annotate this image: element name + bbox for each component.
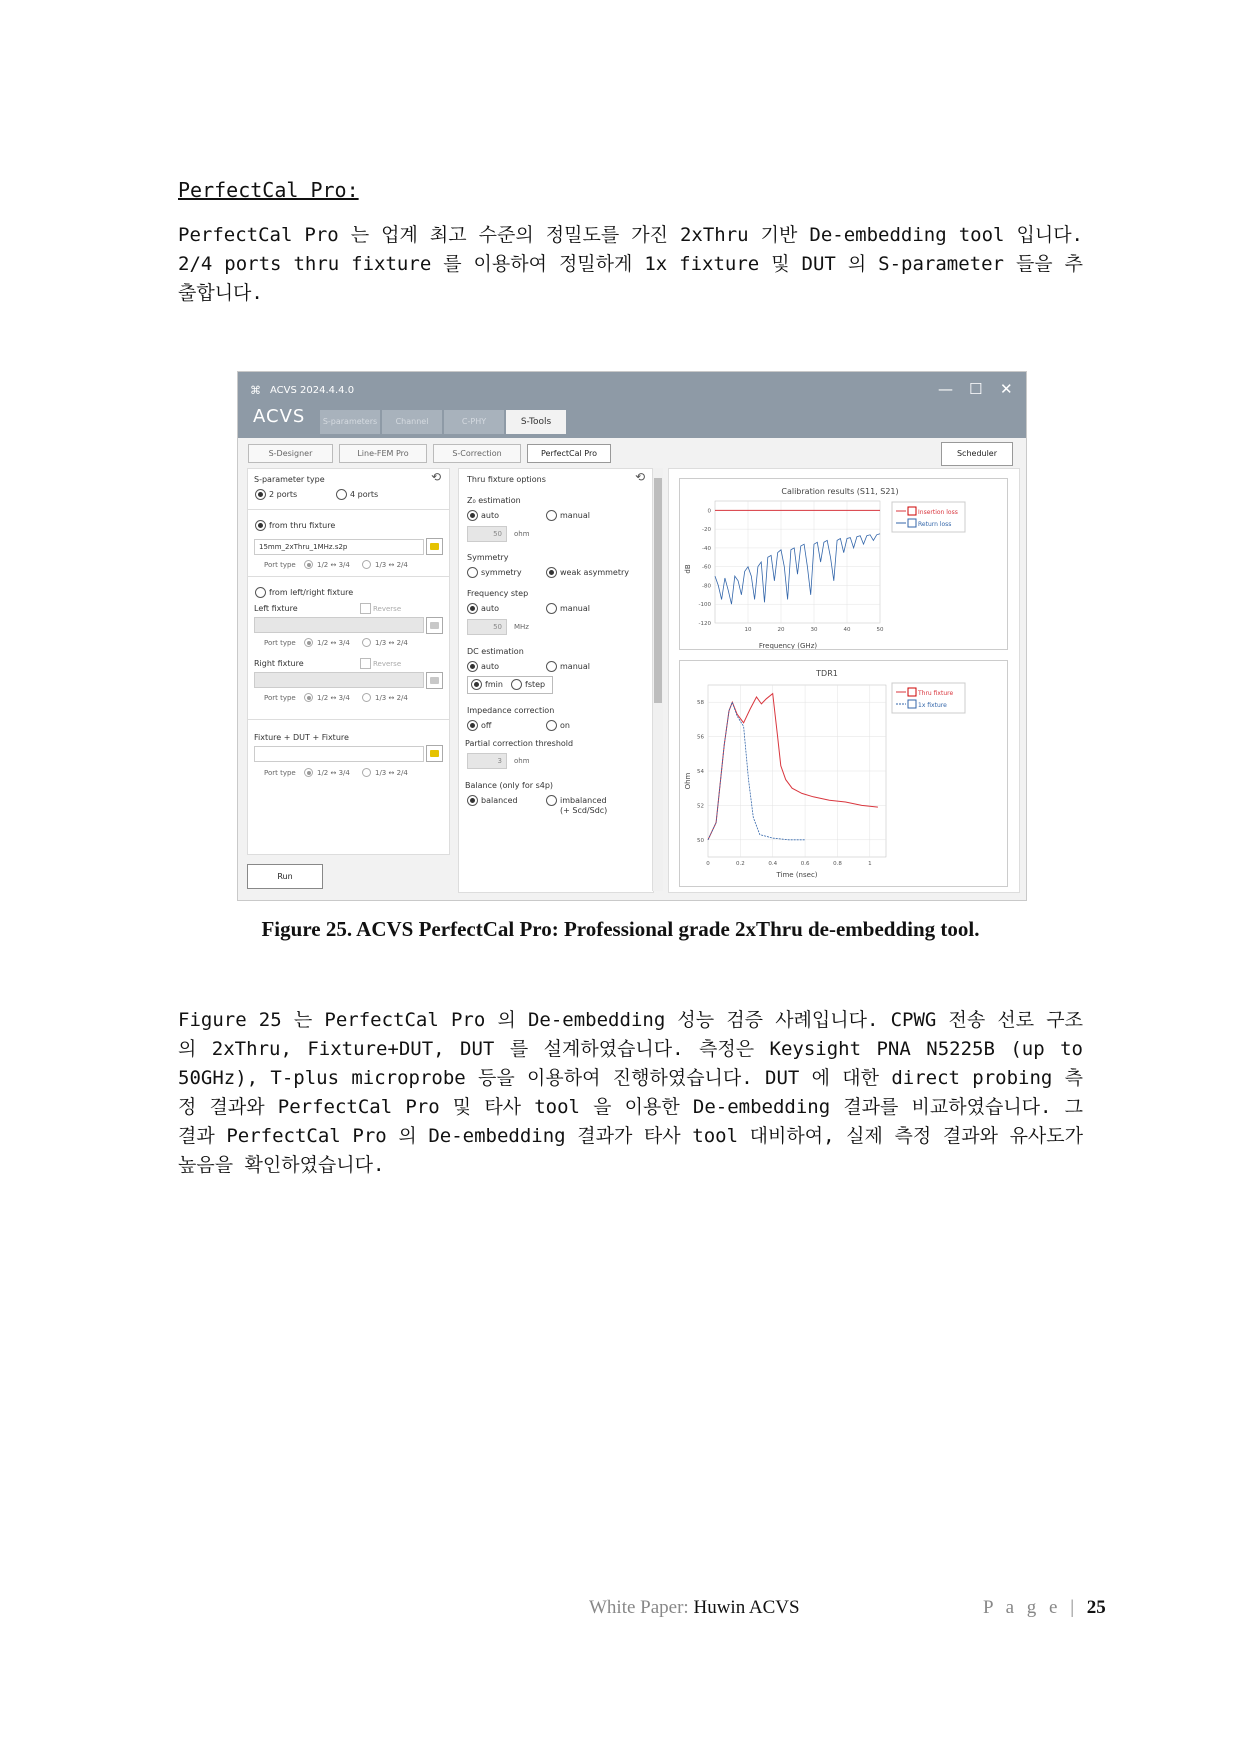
footer-title: Huwin ACVS [693, 1597, 800, 1618]
imbalanced-sub-label: (+ Scd/Sdc) [560, 806, 608, 815]
c1-ytick-1: -20 [702, 527, 711, 534]
radio-2-ports[interactable] [255, 489, 266, 500]
acvs-app-window [237, 371, 1027, 901]
dc-estimation-label: DC estimation [467, 647, 524, 656]
footer-label: White Paper: [589, 1597, 689, 1618]
left-fixture-label: Left fixture [254, 604, 298, 613]
close-icon[interactable]: ✕ [1000, 380, 1013, 398]
figure-caption: Figure 25. ACVS PerfectCal Pro: Professional grade 2xThru de-embedding tool. [261, 917, 980, 941]
s-parameter-type-panel [247, 468, 450, 855]
freq-auto-radio[interactable] [467, 603, 478, 614]
weak-asymmetry-radio[interactable] [546, 567, 557, 578]
freq-manual-label: manual [560, 604, 590, 613]
c2-ytick-2: 54 [697, 769, 704, 775]
legend-insertion-label: Insertion loss [918, 509, 958, 516]
run-button[interactable]: Run [247, 864, 323, 889]
left-fixture-folder-icon[interactable] [426, 617, 443, 634]
left-port-opt1-label: 1/2 ↔ 3/4 [317, 639, 350, 647]
minimize-icon[interactable]: — [938, 380, 953, 398]
c1-ytick-3: -60 [702, 564, 711, 571]
radio-4-ports[interactable] [336, 489, 347, 500]
impedance-correction-label: Impedance correction [467, 706, 555, 715]
z0-unit: ohm [514, 530, 530, 538]
port-type-opt1-radio[interactable] [304, 560, 313, 569]
fixture-dut-label: Fixture + DUT + Fixture [254, 733, 349, 742]
options-scrollbar[interactable] [652, 468, 663, 891]
verification-paragraph: Figure 25 는 PerfectCal Pro 의 De-embedding 성능 검증 사례입니다. CPWG 전송 선로 구조의 2xThru, Fixture+DUT, DUT 를 설계하였습니다. 측정은 Keysight PNA N5225B (up to 50GHz), T-plus microprobe 등을 이용하여 진행하였습니다. DUT 에 대한 direct probing 측정 결과와 PerfectCal Pro 및 타사 tool 을 이용한 De-embedding 결과를 비교하였습니다. 그 결과 PerfectCal Pro 의 De-embedding 결과가 타사 tool 대비하여, 실제 측정 결과와 유사도가 높음을 확인하였습니다. [178, 1009, 1083, 1176]
legend-return-label: Return loss [918, 521, 952, 528]
legend-thru-label: Thru fixture [918, 690, 954, 697]
right-fixture-folder-icon[interactable] [426, 672, 443, 689]
c1-ytick-6: -120 [698, 621, 711, 627]
balance-label: Balance (only for s4p) [465, 781, 554, 790]
reset-icon[interactable]: ⟲ [431, 470, 442, 484]
tab-c-phy[interactable]: C-PHY [444, 410, 504, 434]
legend-return-checkbox[interactable] [908, 519, 916, 527]
fstep-radio[interactable] [511, 679, 522, 690]
fdut-port-opt2-label: 1/3 ↔ 2/4 [375, 769, 408, 777]
c1-ytick-5: -100 [698, 602, 711, 609]
z0-estimation-label: Z₀ estimation [467, 496, 521, 505]
c2-xtick-2: 0.4 [768, 861, 778, 867]
c1-ytick-4: -80 [702, 583, 711, 590]
legend-thru-checkbox[interactable] [908, 688, 916, 696]
imbalanced-label: imbalanced [560, 796, 607, 805]
c2-ytick-1: 52 [697, 803, 704, 810]
c1-ytick-0: 0 [707, 508, 711, 515]
c2-ytick-4: 58 [697, 700, 704, 707]
right-reverse-label: Reverse [373, 660, 402, 668]
frequency-step-label: Frequency step [467, 589, 529, 598]
left-fixture-input[interactable] [254, 617, 424, 633]
c1-xtick-4: 50 [876, 627, 884, 633]
c1-xtick-2: 30 [810, 627, 818, 633]
balanced-radio[interactable] [467, 795, 478, 806]
port-type-opt2-radio[interactable] [362, 560, 371, 569]
thru-fixture-options-panel [458, 468, 654, 893]
left-reverse-checkbox[interactable] [360, 603, 371, 614]
freq-manual-radio[interactable] [546, 603, 557, 614]
c1-xtick-3: 40 [843, 627, 851, 633]
partial-threshold-label: Partial correction threshold [465, 739, 574, 748]
section-heading: PerfectCal Pro: [178, 178, 359, 202]
c2-ytick-0: 50 [697, 837, 704, 844]
s-parameter-type-label: S-parameter type [254, 475, 325, 484]
imp-off-radio[interactable] [467, 720, 478, 731]
symmetry-label: Symmetry [467, 553, 509, 562]
intro-paragraph: PerfectCal Pro 는 업계 최고 수준의 정밀도를 가진 2xThru 기반 De-embedding tool 입니다. 2/4 ports thru fixture 를 이용하여 정밀하게 1x fixture 및 DUT 의 S-parameter 들을 추출합니다. [178, 224, 1083, 304]
fdut-port-type-label: Port type [264, 769, 296, 777]
fixture-dut-input[interactable] [254, 746, 424, 762]
radio-from-thru[interactable] [255, 520, 266, 531]
imp-off-label: off [481, 721, 492, 730]
freq-step-unit: MHz [514, 623, 529, 631]
chart1-ylabel: dB [684, 564, 692, 574]
scheduler-button[interactable]: Scheduler [941, 442, 1013, 466]
weak-asymmetry-label: weak asymmetry [560, 568, 630, 577]
imp-on-label: on [560, 721, 570, 730]
right-port-opt1-radio[interactable] [304, 693, 313, 702]
right-port-opt2-label: 1/3 ↔ 2/4 [375, 694, 408, 702]
dc-auto-label: auto [481, 662, 500, 671]
subtab-s-designer[interactable]: S-Designer [248, 444, 333, 463]
c1-ytick-2: -40 [702, 545, 711, 552]
subtab-line-fem-pro[interactable]: Line-FEM Pro [339, 444, 427, 463]
right-port-type-label: Port type [264, 694, 296, 702]
z0-manual-radio[interactable] [546, 510, 557, 521]
app-logo-icon: ⌘ [250, 384, 261, 397]
fdut-port-opt2-radio[interactable] [362, 768, 371, 777]
footer-doc-title [589, 1597, 800, 1619]
reset-options-icon[interactable]: ⟲ [635, 470, 646, 484]
right-fixture-label: Right fixture [254, 659, 304, 668]
c1-xtick-0: 10 [744, 627, 752, 633]
fstep-label: fstep [525, 680, 546, 689]
c2-xtick-3: 0.6 [800, 861, 810, 867]
maximize-icon[interactable]: ☐ [969, 380, 983, 398]
chart2-ylabel: Ohm [684, 772, 692, 790]
c1-plot-area [715, 501, 880, 623]
dc-manual-radio[interactable] [546, 661, 557, 672]
left-port-type-label: Port type [264, 639, 296, 647]
c2-xtick-4: 0.8 [833, 861, 842, 867]
right-fixture-input[interactable] [254, 672, 424, 688]
radio-4-ports-label: 4 ports [350, 490, 379, 499]
right-reverse-checkbox[interactable] [360, 658, 371, 669]
legend-insertion-checkbox[interactable] [908, 507, 916, 515]
partial-threshold-input[interactable]: 3 [467, 753, 507, 769]
tab-s-parameters[interactable]: S-parameters [320, 410, 380, 434]
calibration-chart-panel [679, 478, 1008, 650]
symmetry-radio[interactable] [467, 567, 478, 578]
port-type-opt1-label: 1/2 ↔ 3/4 [317, 561, 350, 569]
legend-1x-label: 1x fixture [918, 702, 947, 709]
window-title: ACVS 2024.4.4.0 [270, 385, 355, 396]
calibration-chart [680, 479, 1007, 649]
z0-manual-label: manual [560, 511, 590, 520]
page-number: 25 [1086, 1597, 1106, 1618]
thru-file-input[interactable]: 15mm_2xThru_1MHz.s2p [254, 539, 424, 555]
chart2-xlabel: Time (nsec) [776, 871, 818, 879]
imbalanced-radio[interactable] [546, 795, 557, 806]
from-thru-label: from thru fixture [269, 521, 336, 530]
c2-ytick-3: 56 [697, 734, 704, 741]
from-left-right-label: from left/right fixture [269, 588, 354, 597]
c2-xtick-0: 0 [706, 861, 710, 867]
fmin-label: fmin [485, 680, 503, 689]
subtab-perfectcal-pro[interactable]: PerfectCal Pro [527, 444, 611, 463]
chart2-title: TDR1 [816, 669, 838, 678]
imp-on-radio[interactable] [546, 720, 557, 731]
brand-logo: ACVS [253, 406, 306, 427]
fixture-dut-folder-icon[interactable] [426, 745, 443, 762]
tab-s-tools[interactable]: S-Tools [506, 410, 566, 434]
footer-page [983, 1597, 1106, 1619]
freq-auto-label: auto [481, 604, 500, 613]
symmetry-option-label: symmetry [481, 568, 522, 577]
port-type-opt2-label: 1/3 ↔ 2/4 [375, 561, 408, 569]
thru-options-title: Thru fixture options [467, 475, 546, 484]
port-type-label: Port type [264, 561, 296, 569]
options-scroll-thumb[interactable] [654, 478, 662, 703]
legend-1x-checkbox[interactable] [908, 700, 916, 708]
footer-page-label: P a g e | [983, 1597, 1079, 1618]
right-port-opt1-label: 1/2 ↔ 3/4 [317, 694, 350, 702]
radio-2-ports-label: 2 ports [269, 490, 298, 499]
z0-auto-radio[interactable] [467, 510, 478, 521]
left-port-opt2-radio[interactable] [362, 638, 371, 647]
balanced-label: balanced [481, 796, 518, 805]
tdr-chart [680, 661, 1007, 886]
chart1-title: Calibration results (S11, S21) [781, 487, 899, 496]
tab-channel[interactable]: Channel [382, 410, 442, 434]
left-port-opt2-label: 1/3 ↔ 2/4 [375, 639, 408, 647]
left-port-opt1-radio[interactable] [304, 638, 313, 647]
c1-xtick-1: 20 [777, 627, 785, 633]
subtab-s-correction[interactable]: S-Correction [433, 444, 521, 463]
z0-value-input[interactable]: 50 [467, 526, 507, 542]
thru-file-folder-icon[interactable] [426, 538, 443, 555]
partial-threshold-unit: ohm [514, 757, 530, 765]
c2-xtick-5: 1 [868, 861, 872, 867]
freq-step-input[interactable]: 50 [467, 619, 507, 635]
fdut-port-opt1-radio[interactable] [304, 768, 313, 777]
dc-manual-label: manual [560, 662, 590, 671]
left-reverse-label: Reverse [373, 605, 402, 613]
radio-from-left-right[interactable] [255, 587, 266, 598]
tdr-chart-panel [679, 660, 1008, 887]
fdut-port-opt1-label: 1/2 ↔ 3/4 [317, 769, 350, 777]
z0-auto-label: auto [481, 511, 500, 520]
right-port-opt2-radio[interactable] [362, 693, 371, 702]
fmin-radio[interactable] [471, 679, 482, 690]
chart1-xlabel: Frequency (GHz) [758, 642, 818, 649]
c2-xtick-1: 0.2 [735, 861, 745, 867]
title-bar [238, 372, 1026, 438]
dc-auto-radio[interactable] [467, 661, 478, 672]
